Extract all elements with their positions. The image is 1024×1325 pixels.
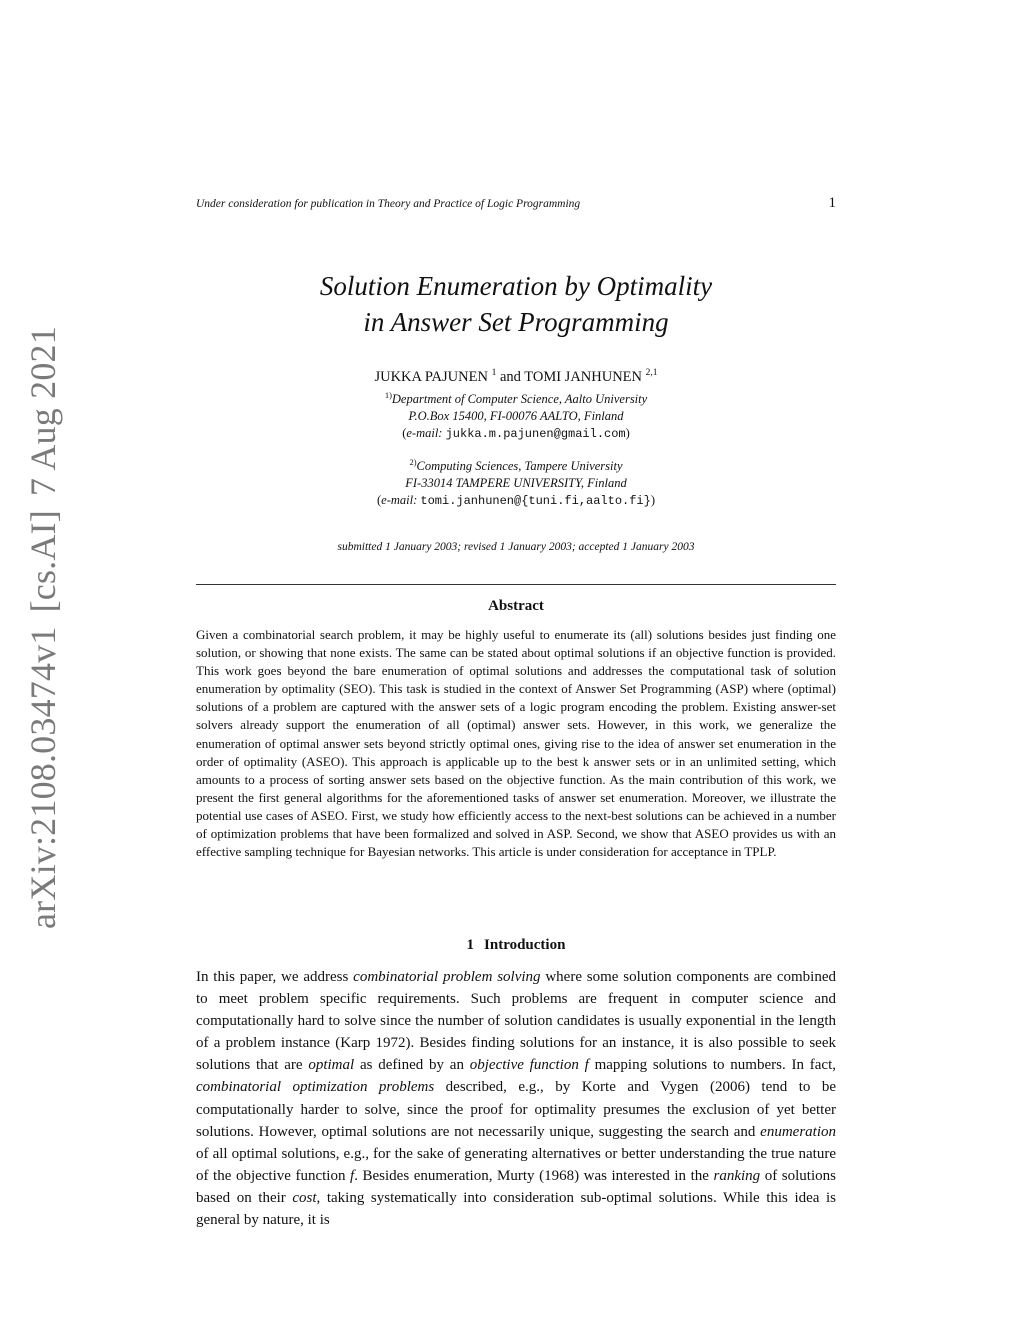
affiliation-block: $^{2)}$Computing Sciences, Tampere University FI-33014 TAMPERE UNIVERSITY, Finland (e-mail: tomi.janhunen@{tuni.fi,aalto.fi}) (196, 454, 836, 510)
section-heading (196, 934, 836, 956)
horizontal-rule (196, 584, 836, 585)
email-label: e-mail: (381, 493, 418, 507)
abstract-text: Given a combinatorial search problem, it may be highly useful to enumerate its (all) solutions besides just finding one solution, or showing that none exists. The same can be stated about optimal solutions if an objective function is provided. This work goes beyond the bare enumeration of optimal solutions and addresses the computational task of solution enumeration by optimality (SEO). This task is studied in the context of Answer Set Programming (ASP) where (optimal) solutions of a problem are captured with the answer sets of a logic program encoding the problem. Existing answer-set solvers already support the enumeration of all (optimal) answer sets. However, in this work, we generalize the enumeration of optimal answer sets beyond strictly optimal ones, giving rise to the idea of answer set enumeration in the order of optimality (ASEO). This approach is applicable up to the best k answer sets or in an unlimited setting, which amounts to a process of sorting answer sets based on the objective function. As the main contribution of this work, we present the first general algorithms for the aforementioned tasks of answer set enumeration. Moreover, we illustrate the potential use cases of ASEO. First, we study how efficiently access to the next-best solutions can be achieved in a number of optimization problems that have been formalized and solved in ASP. Second, we show that ASEO provides us with an effective sampling technique for Bayesian networks. This article is under consideration for acceptance in TPLP. (196, 627, 836, 860)
text-run: as defined by an (354, 1057, 470, 1074)
section-title: Introduction (484, 937, 566, 953)
emphasis-run: optimal (308, 1057, 355, 1074)
title-line-1: Solution Enumeration by Optimality (319, 271, 713, 301)
text-run: mapping solutions to numbers. In fact, (588, 1057, 837, 1074)
running-header: Under consideration for publication in Theory and Practice of Logic Programming (196, 198, 581, 210)
page-number: 1 (828, 195, 836, 211)
text-run: described, e.g., by Korte and Vygen (2006) tend to be computationally harder to solve, since the proof for optimality presumes the exclusion of yet better solutions. However, optimal solutions are not necessarily unique, suggesting the search and (196, 1079, 837, 1140)
affiliation-block: $^{1)}$Department of Computer Science, Aalto University P.O.Box 15400, FI-00076 AALTO, Finland (e-mail: jukka.m.pajunen@gmail.com) (196, 387, 836, 443)
emphasis-run: f (350, 1167, 355, 1184)
arxiv-date: 7 Aug 2021 (23, 326, 63, 497)
author-affiliation-marker: 2,1 (645, 368, 658, 378)
affiliation-department: Computing Sciences, Tampere University (416, 459, 623, 473)
affiliation-marker: 1) (384, 390, 392, 400)
submission-dates: submitted 1 January 2003; revised 1 January 2003; accepted 1 January 2003 (337, 541, 695, 553)
affiliation-address: FI-33014 TAMPERE UNIVERSITY, Finland (405, 476, 627, 490)
emphasis-run: ranking (713, 1167, 761, 1184)
arxiv-id: arXiv:2108.03474v1 (23, 626, 63, 929)
emphasis-run: cost (292, 1189, 317, 1206)
arxiv-stamp (18, 326, 68, 929)
emphasis-run: combinatorial optimization problems (196, 1079, 435, 1096)
title-line-2: in Answer Set Programming (363, 307, 669, 337)
text-run: . Besides enumeration, Murty (1968) was interested in the (354, 1167, 714, 1184)
text-run: of solutions based on their (196, 1167, 836, 1206)
text-run: , taking systematically into consideration sub-optimal solutions. While this idea is general by nature, it is (196, 1189, 836, 1229)
text-run: where some solution components are combined to meet problem specific requirements. Such problems are frequent in computer science and computationally hard to solve since the number of solution candidates is usually exponential in the length of a problem instance (Karp 1972). Besides finding solutions for an instance, it is also possible to seek solutions that are (196, 969, 836, 1074)
author-name: TOMI JANHUNEN (524, 369, 643, 385)
author-conjunction: and (499, 369, 521, 385)
affiliation-marker: 2) (409, 457, 417, 467)
affiliation-department: Department of Computer Science, Aalto University (391, 392, 648, 406)
introduction-paragraph (196, 966, 836, 1231)
section-number: 1 (466, 937, 475, 953)
paper-title (196, 268, 836, 340)
author-name: JUKKA PAJUNEN (374, 369, 488, 385)
author-affiliation-marker: 1 (491, 368, 497, 378)
email-address[interactable]: tomi.janhunen@{tuni.fi,aalto.fi} (420, 494, 651, 508)
email-label: e-mail: (406, 426, 443, 440)
emphasis-run: enumeration (760, 1123, 836, 1140)
emphasis-run: combinatorial problem solving (353, 969, 541, 985)
email-address[interactable]: jukka.m.pajunen@gmail.com (445, 427, 626, 441)
text-run: of all optimal solutions, e.g., for the sake of generating alternatives or better understanding the true nature of the objective function (196, 1145, 836, 1184)
author-list (196, 362, 836, 388)
arxiv-category: [cs.AI] (23, 510, 63, 613)
emphasis-run: objective function f (469, 1057, 589, 1074)
affiliation-address: P.O.Box 15400, FI-00076 AALTO, Finland (408, 409, 624, 423)
text-run: In this paper, we address (196, 969, 354, 985)
abstract-heading: Abstract (488, 598, 544, 614)
